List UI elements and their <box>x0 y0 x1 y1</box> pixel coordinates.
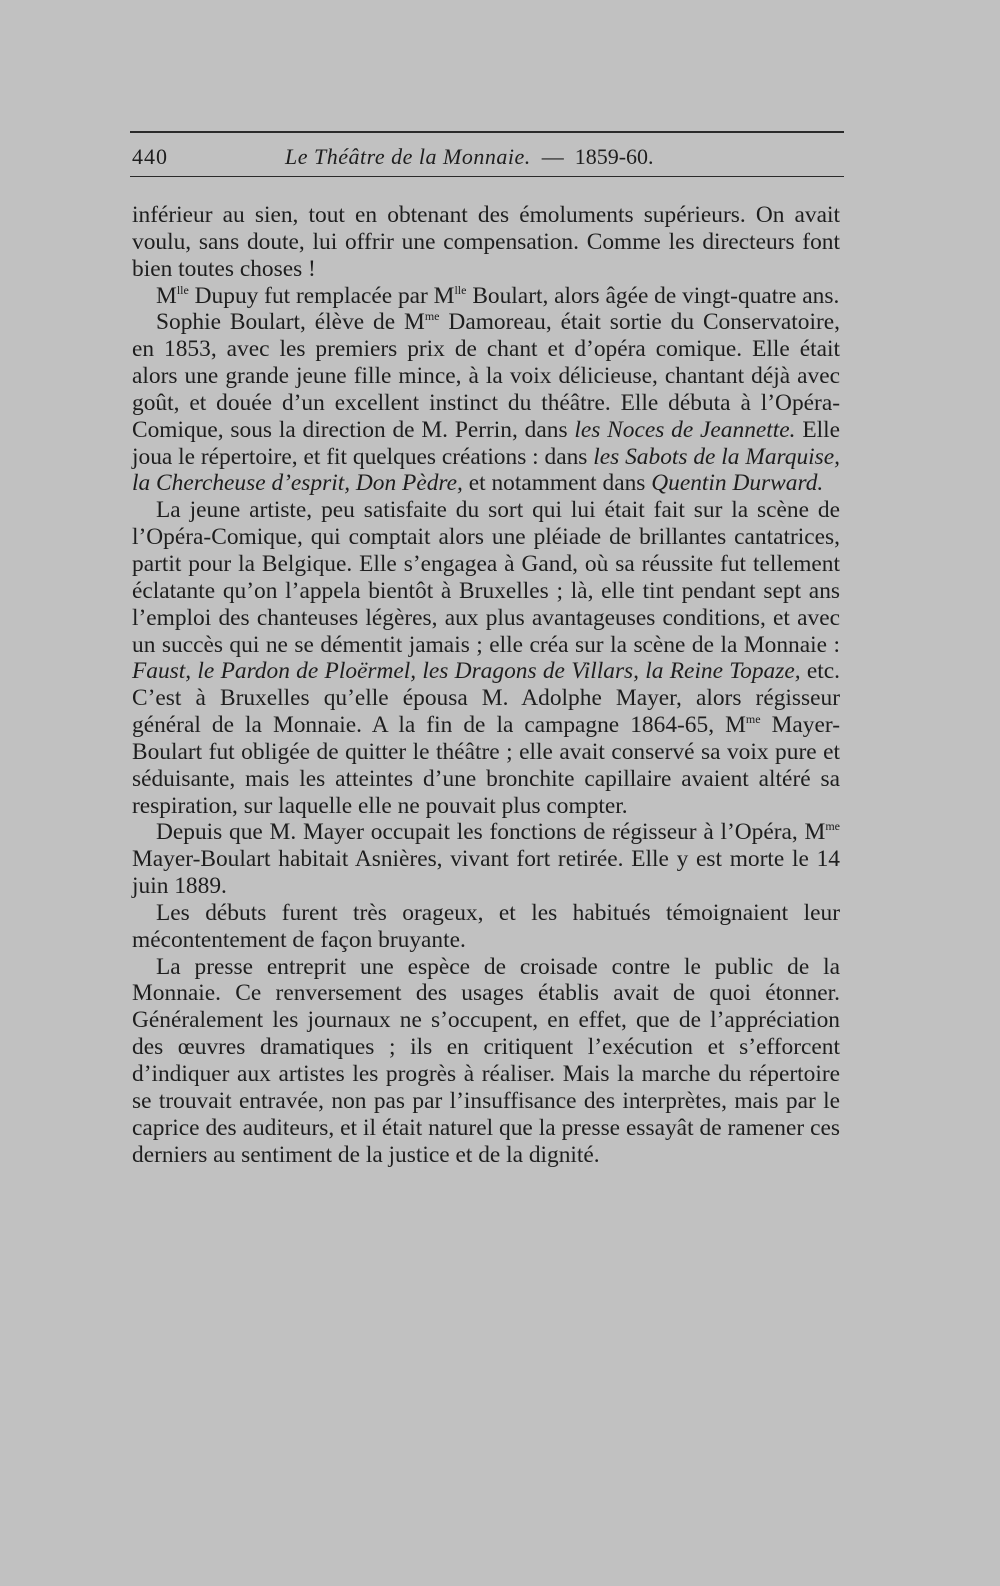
text-run: etc. C’est à Bruxelles qu’elle épousa M. Adolphe Mayer, alors régisseur général de la Monnaie. A la fin de la campagne 1864-65, M <box>132 658 840 739</box>
paragraph <box>132 900 840 954</box>
italic-title: Quentin Durward. <box>651 470 824 497</box>
text-run: Sophie Boulart, élève de M <box>156 309 425 336</box>
text-run: Les débuts furent très orageux, et les habitués témoignaient leur mécontentement de façon bruyante. <box>132 899 840 953</box>
running-header <box>130 140 844 170</box>
superscript: me <box>825 819 840 834</box>
italic-title: les Noces de Jeannette. <box>574 416 796 443</box>
italic-title: Faust, le Pardon de Ploërmel, les Dragons de Villars, la Reine Topaze, <box>132 658 801 685</box>
text-run: inférieur au sien, tout en obtenant des émoluments supérieurs. On avait voulu, sans doute, lui offrir une compensation. Comme les directeurs font bien toutes choses ! <box>132 202 840 282</box>
text-run: Elle joua le répertoire, et fit quelques créations : dans <box>132 416 840 470</box>
paragraph <box>132 309 840 497</box>
italic-title: les Sabots de la Marquise, la Chercheuse d’esprit, Don Pèdre, <box>132 443 840 497</box>
running-title-line <box>285 142 654 172</box>
superscript: lle <box>176 282 189 297</box>
header-bottom-rule <box>130 176 844 177</box>
header-dash: — <box>541 144 564 169</box>
superscript: lle <box>454 282 467 297</box>
text-run: Mayer-Boulart habitait Asnières, vivant fort retirée. Elle y est morte le 14 juin 1889. <box>132 846 840 900</box>
text-run: La presse entreprit une espèce de croisade contre le public de la Monnaie. Ce renversement des usages établis avait de quoi étonner. Généralement les journaux ne s’occupent, en effet, que de l’appréciation des œuvres dramatiques ; ils en critiquent l’exécution et s’efforcent d’indiquer aux artistes les progrès à réaliser. Mais la marche du répertoire se trouvait entravée, non pas par l’insuffisance des interprètes, mais par le caprice des auditeurs, et il était naturel que la presse essayât de ramener ces derniers au sentiment de la justice et de la dignité. <box>132 953 840 1168</box>
paragraph <box>132 202 840 283</box>
superscript: me <box>745 712 761 727</box>
text-run: Depuis que M. Mayer occupait les fonctions de régisseur à l’Opéra, M <box>156 819 826 846</box>
running-title: Le Théâtre de la Monnaie. <box>285 144 531 169</box>
superscript: me <box>424 309 440 324</box>
text-run: Damoreau, était sortie du Conservatoire, en 1853, avec les premiers prix de chant et d’opéra comique. Elle était alors une grande jeune fille mince, à la voix délicieuse, chantant déjà avec goût, et douée d’un excellent instinct du théâtre. Elle débuta à l’Opéra-Comique, sous la direction de M. Perrin, dans <box>132 309 840 443</box>
body-text <box>132 202 840 1168</box>
season-years: 1859-60. <box>574 144 654 169</box>
text-run: et notamment dans <box>462 470 652 497</box>
header-top-rule <box>130 131 844 133</box>
paragraph <box>132 283 840 310</box>
text-run: Boulart, alors âgée de vingt-quatre ans. <box>466 282 840 309</box>
text-run: Dupuy fut remplacée par M <box>188 282 455 309</box>
text-run: Mayer-Boulart fut obligée de quitter le théâtre ; elle avait conservé sa voix pure et séduisante, mais les atteintes d’une bronchite capillaire avaient altéré sa respiration, sur laquelle elle ne pouvait plus compter. <box>132 712 840 819</box>
page-number: 440 <box>132 144 168 169</box>
text-run: La jeune artiste, peu satisfaite du sort qui lui était fait sur la scène de l’Opéra-Comique, qui comptait alors une pléiade de brillantes cantatrices, partit pour la Belgique. Elle s’engagea à Gand, où sa réussite fut tellement éclatante qu’on l’appela bientôt à Bruxelles ; là, elle tint pendant sept ans l’emploi des chanteuses légères, aux plus avantageuses conditions, et avec un succès qui ne se démentit jamais ; elle créa sur la scène de la Monnaie : <box>132 497 840 658</box>
paragraph <box>132 954 840 1169</box>
paragraph <box>132 497 840 819</box>
text-run: M <box>156 282 177 309</box>
paragraph <box>132 819 840 900</box>
